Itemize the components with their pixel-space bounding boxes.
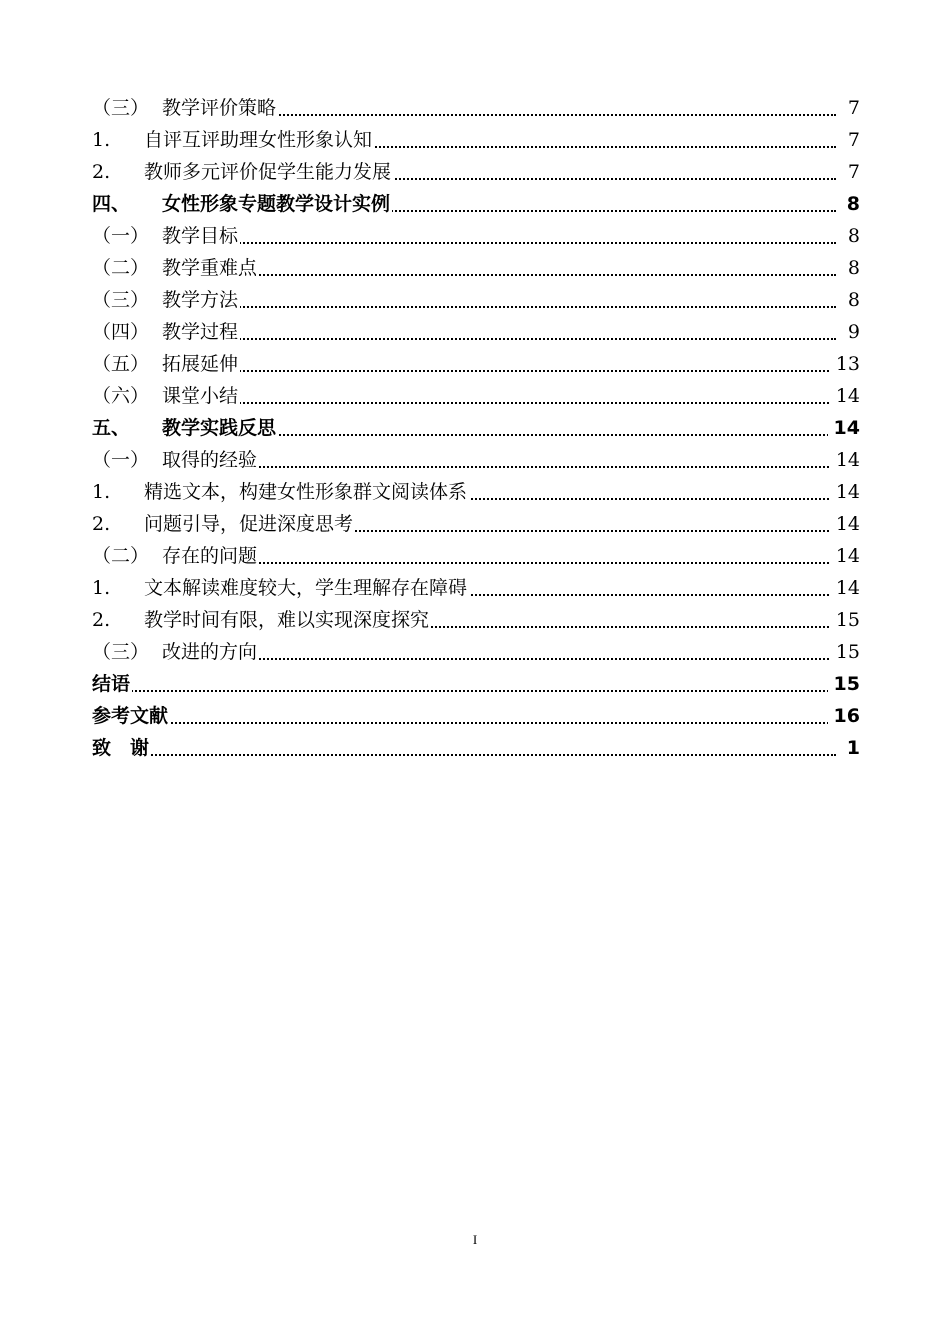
toc-entry-label bbox=[92, 289, 240, 311]
toc-entry-title: 教学方法 bbox=[162, 289, 239, 311]
toc-entry-page: 14 bbox=[830, 444, 860, 476]
toc-entry-title: 自评互评助理女性形象认知 bbox=[144, 129, 373, 151]
toc-entry-title: 教学实践反思 bbox=[162, 417, 277, 439]
toc-entry-number: 1. bbox=[92, 577, 111, 599]
toc-entry-title: 教学重难点 bbox=[162, 257, 258, 279]
toc-entry-title: 致 谢 bbox=[92, 737, 150, 759]
toc-dot-leader bbox=[92, 722, 836, 724]
toc-entry-title: 教学评价策略 bbox=[162, 97, 277, 119]
toc-entry-number: 五、 bbox=[92, 417, 131, 439]
toc-entry-title: 教学目标 bbox=[162, 225, 239, 247]
toc-entry[interactable] bbox=[92, 700, 860, 732]
toc-entry-page: 14 bbox=[830, 572, 860, 604]
toc-entry[interactable] bbox=[92, 508, 860, 540]
toc-entry-number: 2. bbox=[92, 513, 111, 535]
toc-entry-label bbox=[92, 449, 259, 471]
toc-entry[interactable] bbox=[92, 380, 860, 412]
toc-entry-number: （一） bbox=[92, 449, 150, 471]
toc-entry-title: 教学时间有限，难以实现深度探究 bbox=[144, 609, 430, 631]
page-number: I bbox=[472, 1232, 478, 1247]
toc-entry-label bbox=[92, 417, 278, 439]
toc-entry-number: （三） bbox=[92, 289, 150, 311]
toc-entry-number: （五） bbox=[92, 353, 150, 375]
toc-entry-title: 拓展延伸 bbox=[162, 353, 239, 375]
toc-entry[interactable] bbox=[92, 604, 860, 636]
toc-entry-number: （六） bbox=[92, 385, 150, 407]
toc-entry-number: 1. bbox=[92, 481, 111, 503]
toc-entry-title: 文本解读难度较大，学生理解存在障碍 bbox=[144, 577, 468, 599]
toc-entry-label bbox=[92, 481, 469, 503]
toc-entry-title: 结语 bbox=[92, 673, 131, 695]
toc-entry[interactable] bbox=[92, 188, 860, 220]
toc-entry-page: 8 bbox=[842, 220, 860, 252]
toc-entry-label bbox=[92, 385, 240, 407]
toc-entry-page: 15 bbox=[828, 668, 860, 700]
toc-entry-page: 15 bbox=[830, 636, 860, 668]
toc-entry[interactable] bbox=[92, 668, 860, 700]
toc-entry-page: 7 bbox=[842, 156, 860, 188]
toc-entry-label bbox=[92, 577, 469, 599]
toc-entry-title: 女性形象专题教学设计实例 bbox=[162, 193, 391, 215]
toc-entry-title: 改进的方向 bbox=[162, 641, 258, 663]
toc-entry-label bbox=[92, 545, 259, 567]
toc-entry-number: （二） bbox=[92, 257, 150, 279]
toc-entry[interactable] bbox=[92, 540, 860, 572]
toc-entry-page: 8 bbox=[842, 252, 860, 284]
toc-entry-page: 14 bbox=[828, 412, 860, 444]
toc-entry-page: 14 bbox=[830, 380, 860, 412]
toc-entry[interactable] bbox=[92, 220, 860, 252]
toc-entry-label bbox=[92, 225, 240, 247]
toc-entry-page: 14 bbox=[830, 476, 860, 508]
toc-entry-number: （二） bbox=[92, 545, 150, 567]
toc-entry-title: 教学过程 bbox=[162, 321, 239, 343]
toc-entry-title: 参考文献 bbox=[92, 705, 169, 727]
toc-entry-label bbox=[92, 641, 259, 663]
toc-entry[interactable] bbox=[92, 156, 860, 188]
toc-entry[interactable] bbox=[92, 444, 860, 476]
toc-entry-title: 取得的经验 bbox=[162, 449, 258, 471]
toc-entry-page: 7 bbox=[842, 124, 860, 156]
toc-entry-label bbox=[92, 737, 151, 759]
toc-dot-leader bbox=[92, 690, 836, 692]
toc-entry-label bbox=[92, 353, 240, 375]
toc-entry[interactable] bbox=[92, 252, 860, 284]
toc-entry-label bbox=[92, 609, 431, 631]
toc-entry[interactable] bbox=[92, 572, 860, 604]
toc-dot-leader bbox=[92, 754, 836, 756]
toc-entry-page: 7 bbox=[842, 92, 860, 124]
toc-entry-title: 问题引导，促进深度思考 bbox=[144, 513, 354, 535]
toc-entry-page: 8 bbox=[841, 188, 860, 220]
toc-entry-number: 四、 bbox=[92, 193, 131, 215]
toc-entry-page: 9 bbox=[842, 316, 860, 348]
table-of-contents bbox=[92, 92, 860, 764]
toc-entry[interactable] bbox=[92, 348, 860, 380]
toc-entry-page: 16 bbox=[828, 700, 860, 732]
toc-entry-label bbox=[92, 321, 240, 343]
toc-entry[interactable] bbox=[92, 284, 860, 316]
toc-entry-page: 1 bbox=[841, 732, 860, 764]
toc-entry[interactable] bbox=[92, 92, 860, 124]
toc-entry-page: 15 bbox=[830, 604, 860, 636]
toc-entry-page: 14 bbox=[830, 508, 860, 540]
toc-entry[interactable] bbox=[92, 732, 860, 764]
toc-entry-page: 13 bbox=[830, 348, 860, 380]
toc-entry[interactable] bbox=[92, 636, 860, 668]
toc-entry-label bbox=[92, 673, 132, 695]
toc-entry[interactable] bbox=[92, 316, 860, 348]
toc-entry[interactable] bbox=[92, 412, 860, 444]
toc-entry-title: 教师多元评价促学生能力发展 bbox=[144, 161, 392, 183]
toc-entry-label bbox=[92, 161, 393, 183]
toc-entry-number: 2. bbox=[92, 161, 111, 183]
toc-entry-number: （四） bbox=[92, 321, 150, 343]
toc-entry-number: （一） bbox=[92, 225, 150, 247]
toc-entry[interactable] bbox=[92, 124, 860, 156]
toc-entry-label bbox=[92, 513, 355, 535]
toc-entry-number: （三） bbox=[92, 97, 150, 119]
toc-entry-label bbox=[92, 257, 259, 279]
toc-entry-label bbox=[92, 193, 392, 215]
toc-entry-title: 课堂小结 bbox=[162, 385, 239, 407]
toc-entry-title: 精选文本，构建女性形象群文阅读体系 bbox=[144, 481, 468, 503]
toc-entry-label bbox=[92, 705, 170, 727]
toc-entry-page: 14 bbox=[830, 540, 860, 572]
toc-entry-page: 8 bbox=[842, 284, 860, 316]
toc-entry-label bbox=[92, 97, 278, 119]
toc-entry-number: 1. bbox=[92, 129, 111, 151]
toc-entry[interactable] bbox=[92, 476, 860, 508]
toc-entry-title: 存在的问题 bbox=[162, 545, 258, 567]
toc-entry-number: （三） bbox=[92, 641, 150, 663]
toc-entry-label bbox=[92, 129, 374, 151]
toc-entry-number: 2. bbox=[92, 609, 111, 631]
